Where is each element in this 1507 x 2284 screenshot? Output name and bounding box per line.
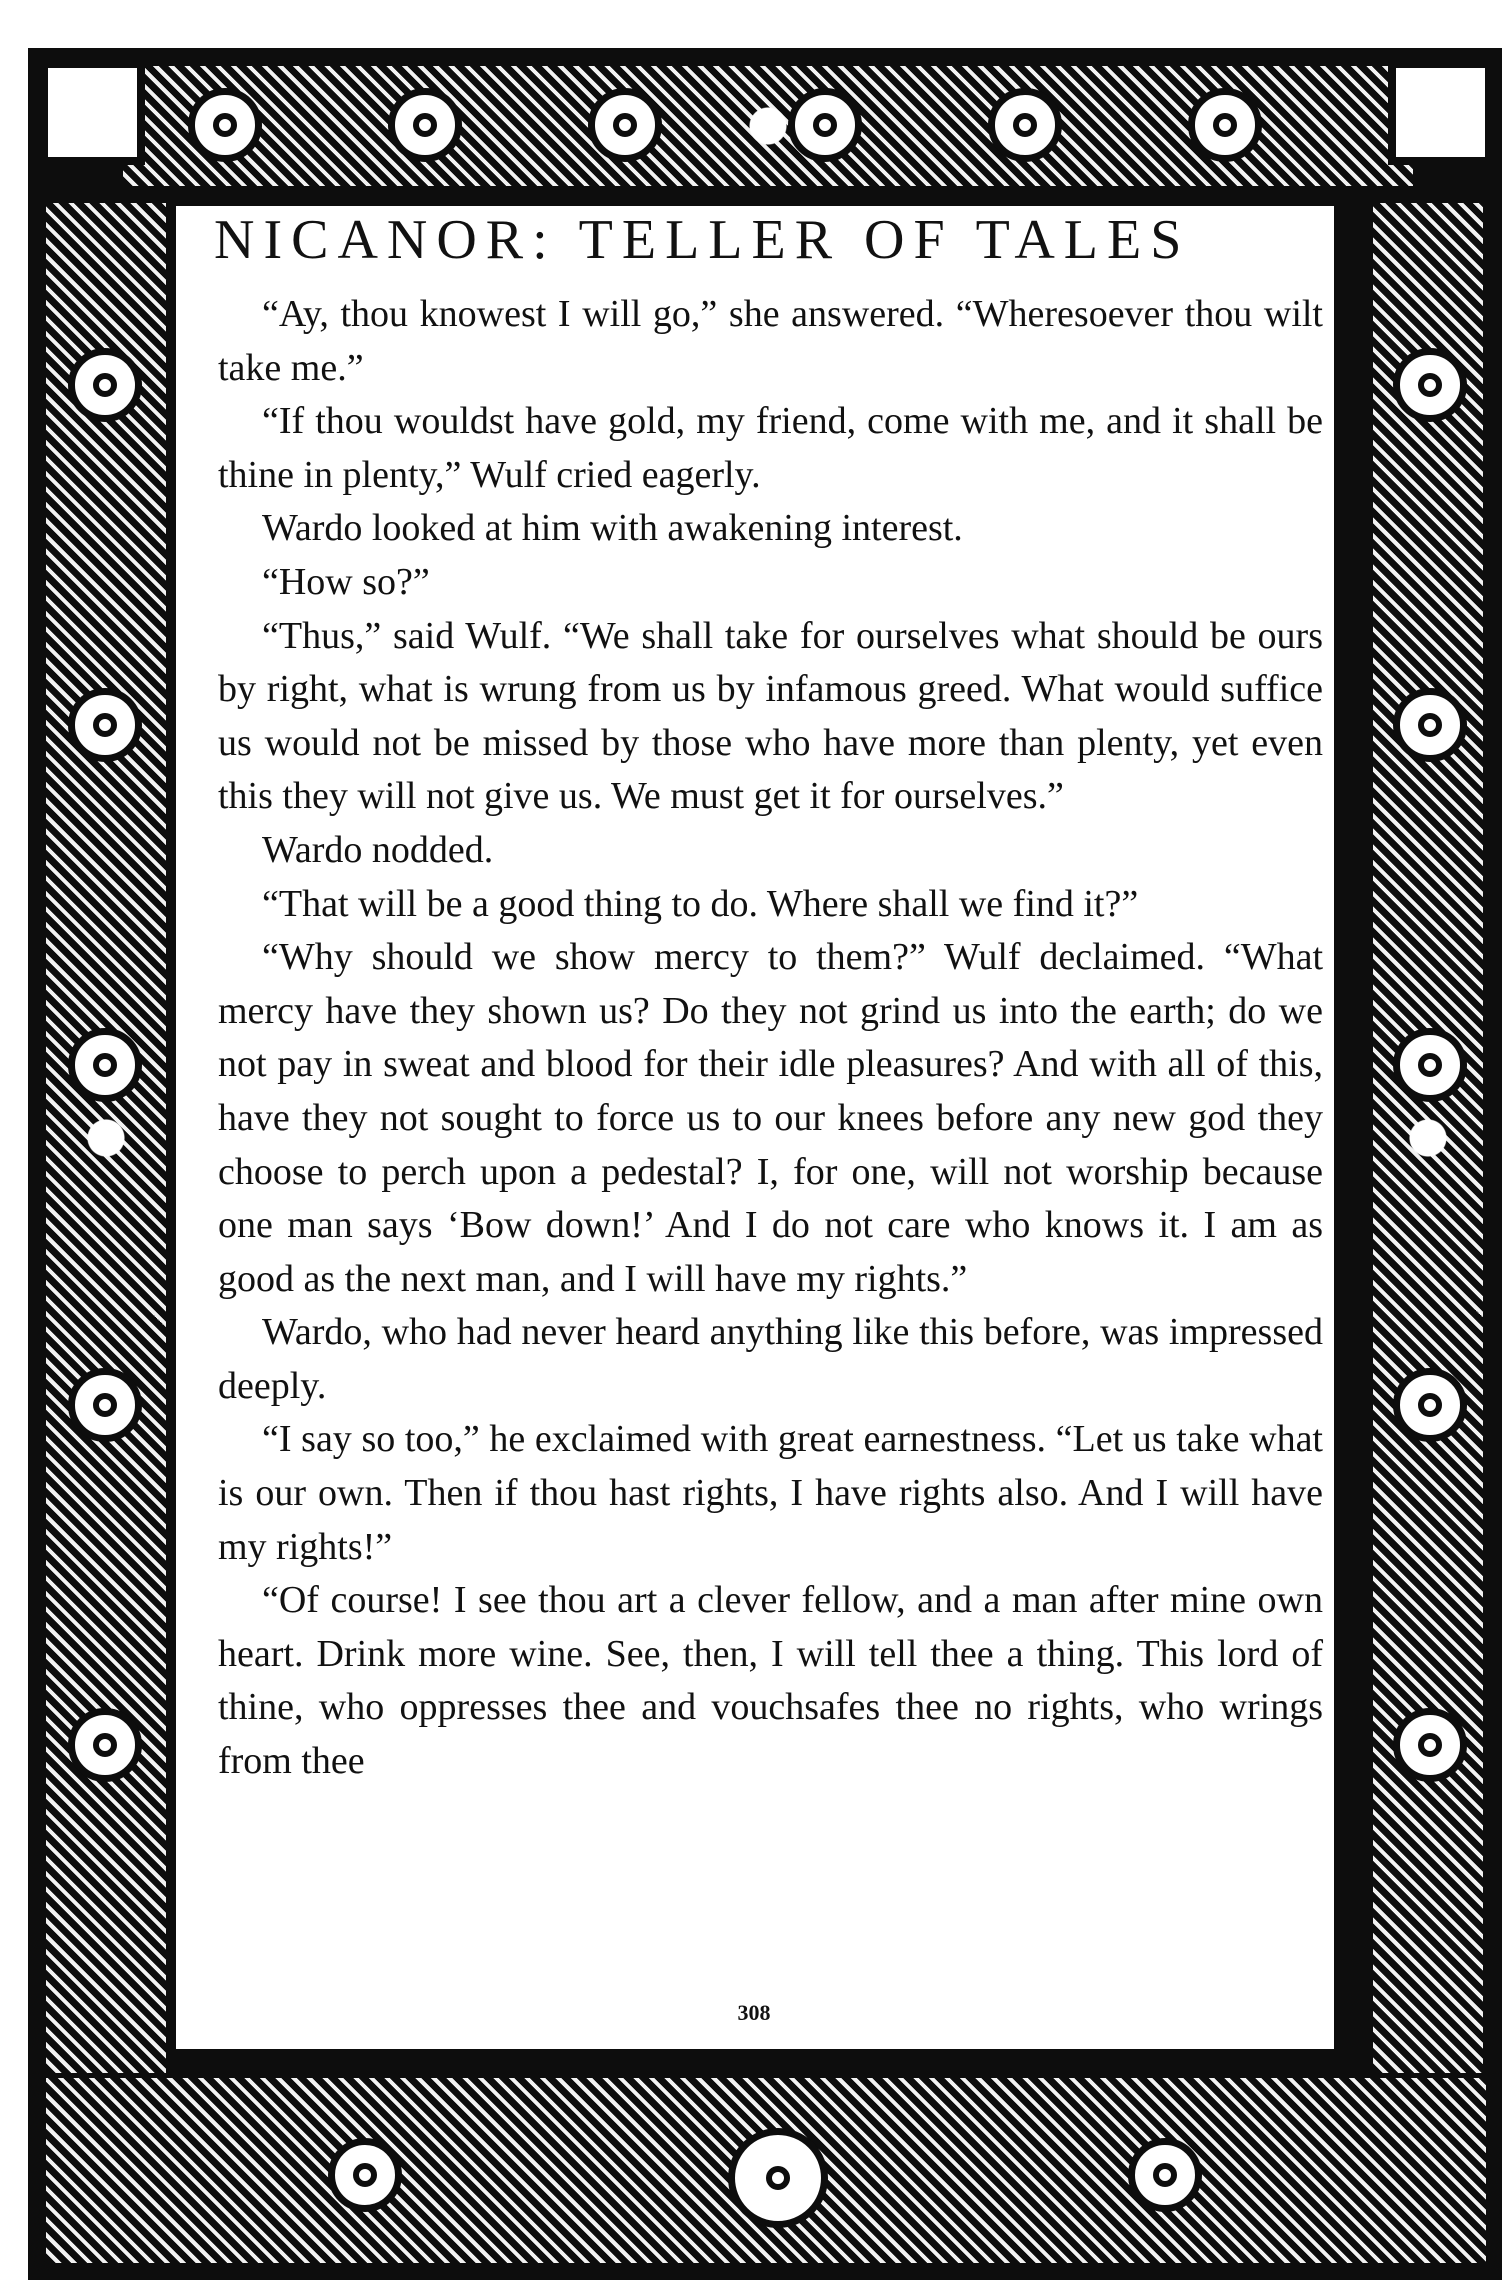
rosette-ornament <box>388 88 462 162</box>
rosette-ornament <box>188 88 262 162</box>
paragraph: Wardo looked at him with awakening interest. <box>262 507 963 550</box>
corner-rose-top-left <box>40 60 145 165</box>
rosette-ornament <box>1393 1028 1467 1102</box>
center-rose-ornament <box>728 2128 828 2228</box>
rosette-ornament <box>1128 2138 1202 2212</box>
rosette-ornament <box>1393 1368 1467 1442</box>
paragraph: “Of course! I see thou art a clever fellow, and a man after mine own heart. Drink more wine. See, then, I will tell thee a thing. This lord of thine, who oppresses thee and vouchsafes thee no rights, who wrings from thee <box>218 1579 1323 1783</box>
rosette-ornament <box>988 88 1062 162</box>
paragraph: “Why should we show mercy to them?” Wulf declaimed. “What mercy have they shown us? Do they not grind us into the earth; do we not pay in sweat and blood for their idle pleasures? And with all of this, have they not sought to force us to our knees before any new god they choose to perch upon a pedestal? I, for one, will not worship because one man says ‘Bow down!’ And I do not care who knows it. I am as good as the next man, and I will have my rights.” <box>218 936 1323 1300</box>
paragraph: “Ay, thou knowest I will go,” she answered. “Wheresoever thou wilt take me.” <box>218 293 1323 389</box>
rosette-ornament <box>68 1368 142 1442</box>
rosette-ornament <box>1188 88 1262 162</box>
rosette-ornament <box>68 1708 142 1782</box>
rosette-ornament <box>1393 1708 1467 1782</box>
paragraph: “That will be a good thing to do. Where shall we find it?” <box>262 882 1139 925</box>
paragraph: “How so?” <box>262 560 430 603</box>
right-vine-band <box>1373 203 1483 2073</box>
rosette-ornament <box>68 348 142 422</box>
corner-rose-top-right <box>1388 60 1493 165</box>
rosette-ornament <box>1393 688 1467 762</box>
page-number: 308 <box>737 2000 771 2025</box>
running-title: NICANOR: TELLER OF TALES <box>214 209 1191 271</box>
rosette-ornament <box>328 2138 402 2212</box>
rosette-ornament <box>1393 348 1467 422</box>
rosette-ornament <box>588 88 662 162</box>
rosette-ornament <box>788 88 862 162</box>
paragraph: Wardo nodded. <box>262 828 494 871</box>
body-text <box>218 288 1323 1789</box>
rosette-ornament <box>68 688 142 762</box>
paragraph: Wardo, who had never heard anything like this before, was impressed deeply. <box>218 1311 1323 1407</box>
paragraph: “If thou wouldst have gold, my friend, come with me, and it shall be thine in plenty,” Wulf cried eagerly. <box>218 400 1323 496</box>
rosette-ornament <box>68 1028 142 1102</box>
left-vine-band <box>46 203 166 2073</box>
paragraph: “Thus,” said Wulf. “We shall take for ourselves what should be ours by right, what is wrung from us by infamous greed. What would suffice us would not be missed by those who have more than plenty, yet even this they will not give us. We must get it for ourselves.” <box>218 614 1323 818</box>
paragraph: “I say so too,” he exclaimed with great earnestness. “Let us take what is our own. Then if thou hast rights, I have rights also. And I will have my rights!” <box>218 1418 1323 1568</box>
